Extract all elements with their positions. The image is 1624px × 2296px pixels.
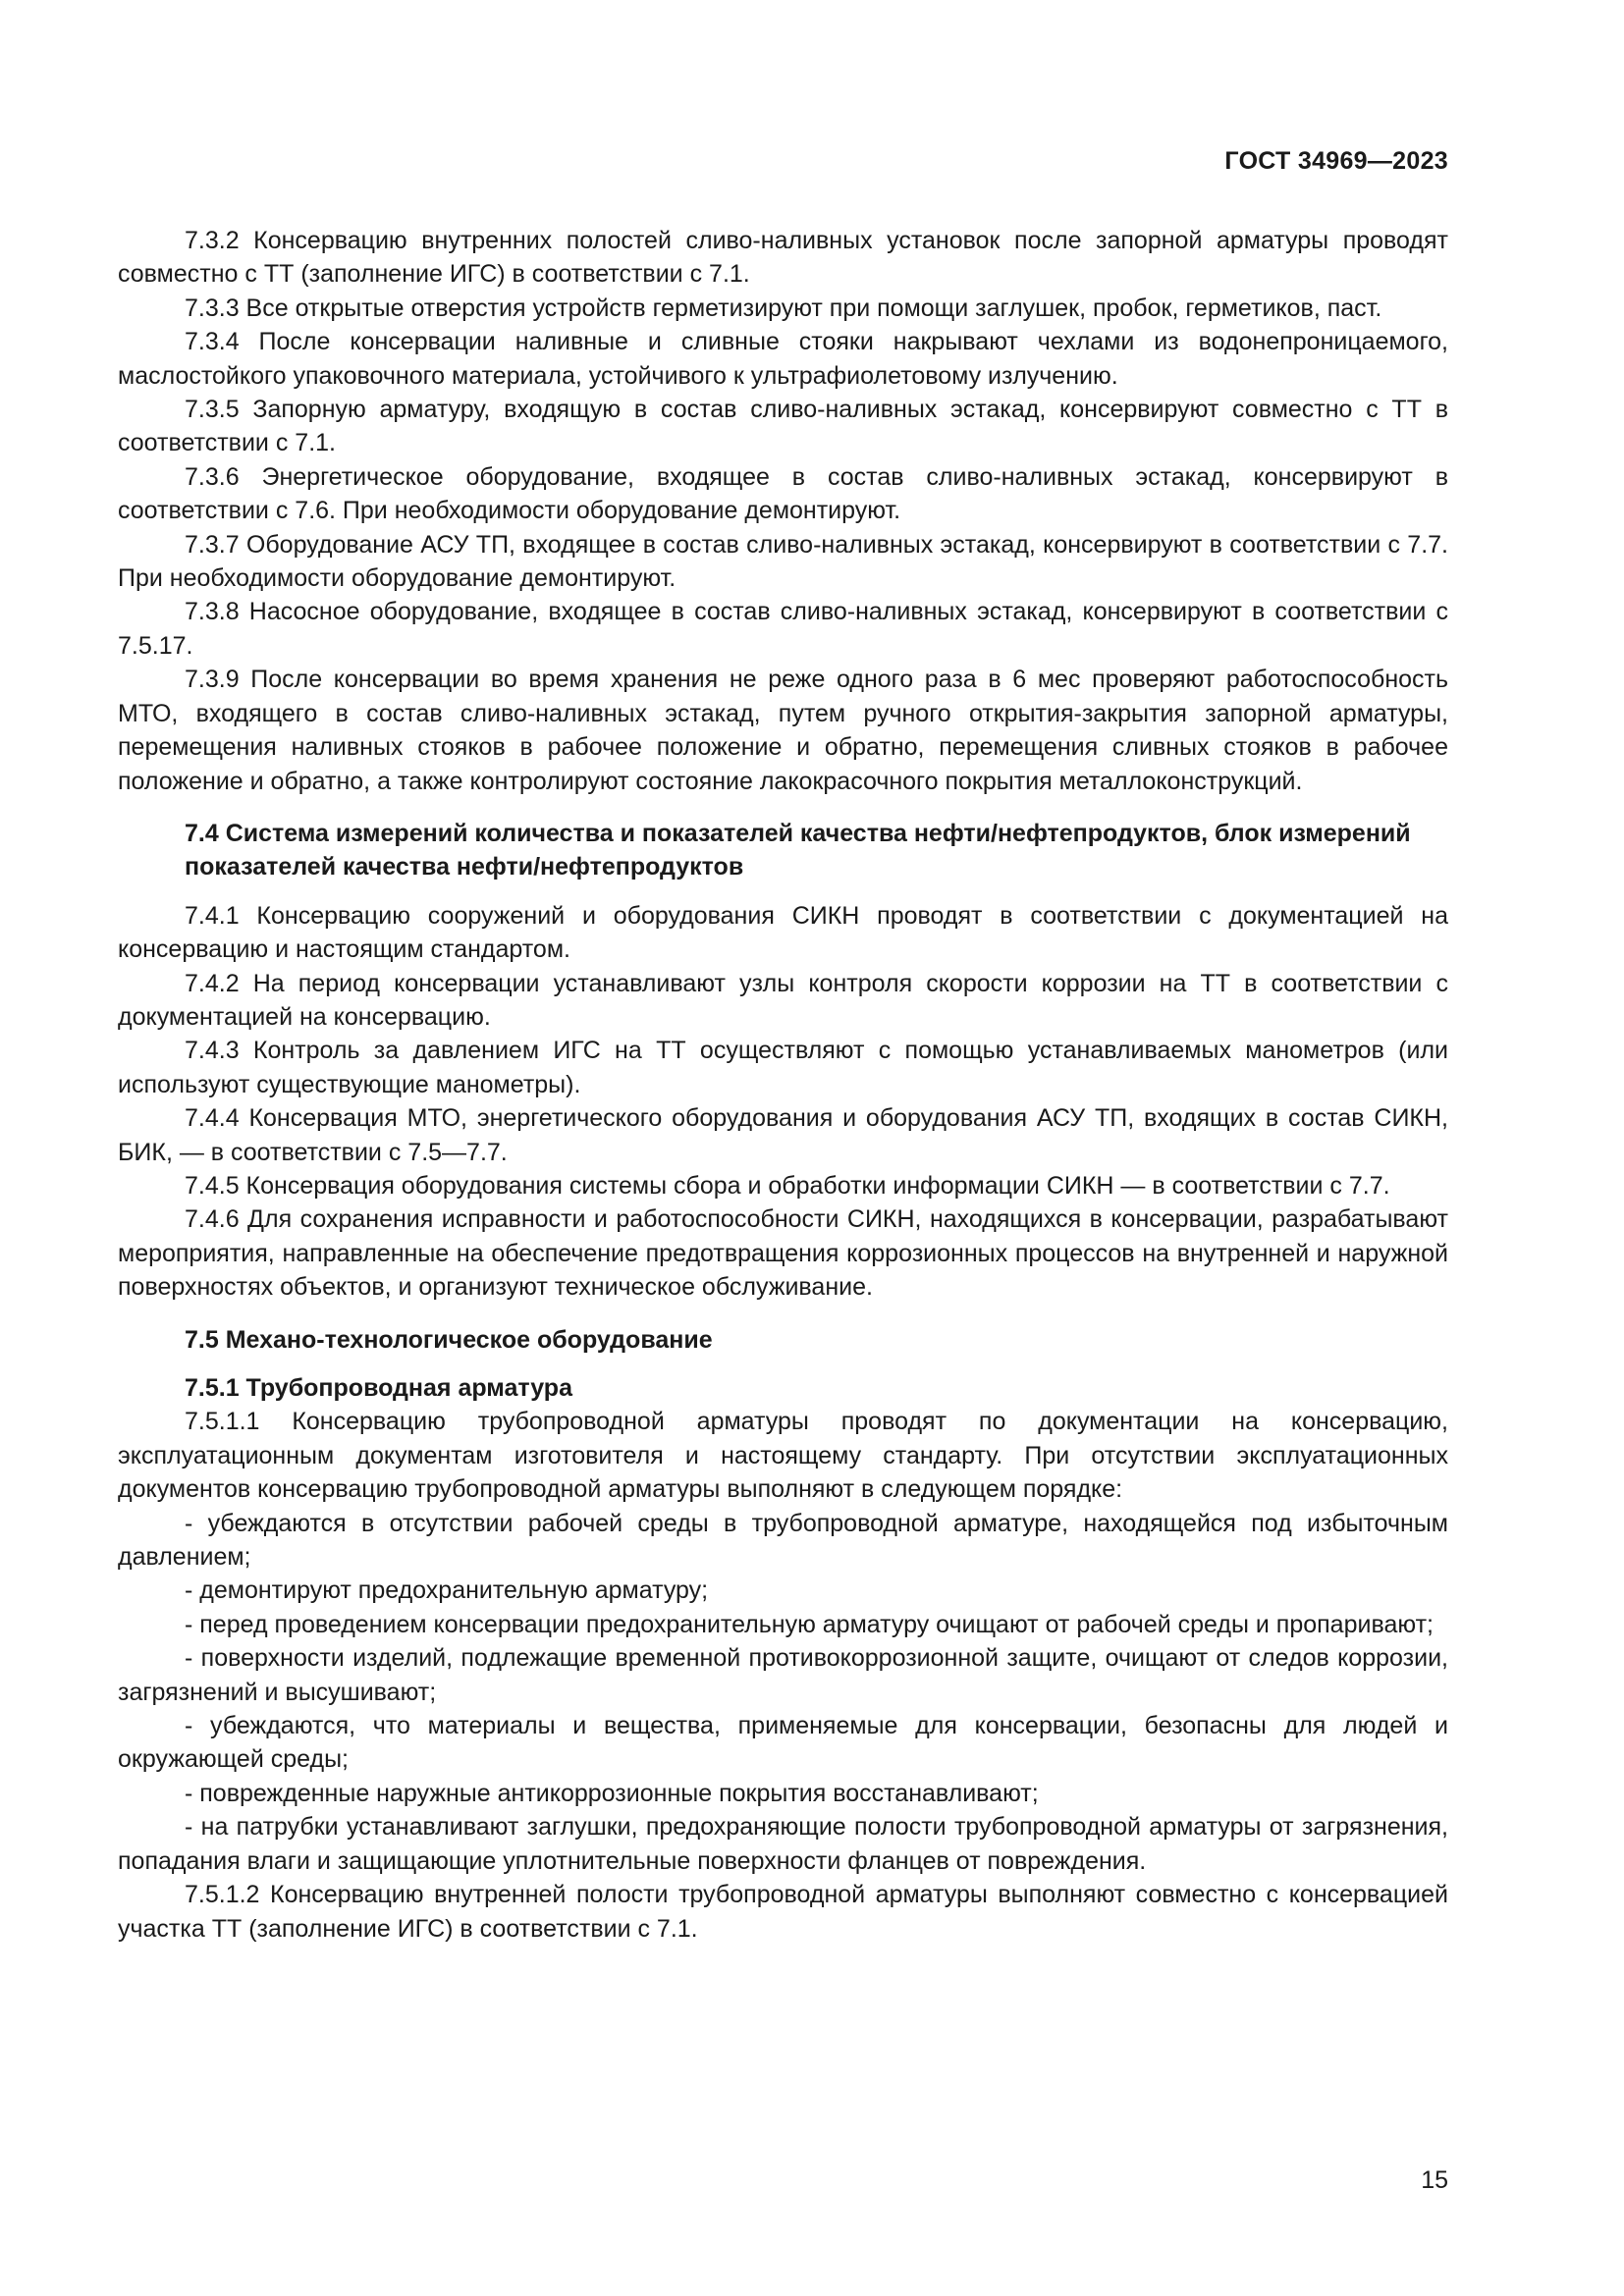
paragraph-7-4-4: 7.4.4 Консервация МТО, энергетического оборудования и оборудования АСУ ТП, входящих в состав СИКН, БИК, — в соответствии с 7.5—7.7. — [118, 1104, 1448, 1166]
paragraph-7-4-3: 7.4.3 Контроль за давлением ИГС на ТТ осуществляют с помощью устанавливаемых манометров (или используют существующие манометры). — [118, 1037, 1448, 1098]
paragraph-7-3-3: 7.3.3 Все открытые отверстия устройств герметизируют при помощи заглушек, пробок, герметиков, паст. — [185, 294, 1382, 322]
standard-header: ГОСТ 34969—2023 — [1224, 147, 1448, 175]
paragraph-7-4-5: 7.4.5 Консервация оборудования системы сбора и обработки информации СИКН — в соответствии с 7.7. — [185, 1171, 1390, 1200]
list-item: - убеждаются, что материалы и вещества, применяемые для консервации, безопасны для людей и окружающей среды; — [118, 1712, 1448, 1774]
paragraph-7-3-4: 7.3.4 После консервации наливные и сливные стояки накрывают чехлами из водонепроницаемого, маслостойкого упаковочного материала, устойчивого к ультрафиолетовому излучению. — [118, 328, 1448, 390]
list-item: - поврежденные наружные антикоррозионные покрытия восстанавливают; — [185, 1779, 1039, 1807]
document-page — [118, 0, 1448, 2296]
paragraph-7-3-7: 7.3.7 Оборудование АСУ ТП, входящее в состав сливо-наливных эстакад, консервируют в соответствии с 7.7. При необходимости оборудование демонтируют. — [118, 530, 1448, 593]
list-item: - демонтируют предохранительную арматуру; — [185, 1576, 709, 1605]
paragraph-7-3-8: 7.3.8 Насосное оборудование, входящее в состав сливо-наливных эстакад, консервируют в соответствии с 7.5.17. — [118, 598, 1448, 660]
paragraph-7-4-1: 7.4.1 Консервацию сооружений и оборудования СИКН проводят в соответствии с документацией на консервацию и настоящим стандартом. — [118, 901, 1448, 964]
list-item: - поверхности изделий, подлежащие временной противокоррозионной защите, очищают от следов коррозии, загрязнений и высушивают; — [118, 1644, 1448, 1706]
list-item: - убеждаются в отсутствии рабочей среды в трубопроводной арматуре, находящейся под избыточным давлением; — [118, 1509, 1448, 1572]
paragraph-7-5-1-1: 7.5.1.1 Консервацию трубопроводной арматуры проводят по документации на консервацию, эксплуатационным документам изготовителя и настоящему стандарту. При отсутствии эксплуатационных документов консервацию трубопроводной арматуры выполняют в следующем порядке: — [118, 1408, 1448, 1504]
paragraph-7-3-6: 7.3.6 Энергетическое оборудование, входящее в состав сливо-наливных эстакад, консервируют в соответствии с 7.6. При необходимости оборудование демонтируют. — [118, 462, 1448, 525]
list-item: - перед проведением консервации предохранительную арматуру очищают от рабочей среды и пропаривают; — [185, 1610, 1434, 1638]
page-number: 15 — [1421, 2166, 1448, 2194]
section-heading-7-4: 7.4 Система измерений количества и показателей качества нефти/нефтепродуктов, блок измерений показателей качества нефти/нефтепродуктов — [185, 819, 1411, 881]
paragraph-7-3-9: 7.3.9 После консервации во время хранения не реже одного раза в 6 мес проверяют работоспособность МТО, входящего в состав сливо-наливных эстакад, путем ручного открытия-закрытия запорной арматуры, перемещения наливных стояков в рабочее положение и обратно, перемещения сливных стояков в рабочее положение и обратно, а также контролируют состояние лакокрасочного покрытия металлоконструкций. — [118, 666, 1448, 795]
section-heading-7-5: 7.5 Механо-технологическое оборудование — [185, 1325, 713, 1354]
document-body — [118, 224, 1448, 1946]
subsection-heading-7-5-1: 7.5.1 Трубопроводная арматура — [185, 1374, 572, 1402]
list-item: - на патрубки устанавливают заглушки, предохраняющие полости трубопроводной арматуры от загрязнения, попадания влаги и защищающие уплотнительные поверхности фланцев от повреждения. — [118, 1813, 1448, 1875]
paragraph-7-5-1-2: 7.5.1.2 Консервацию внутренней полости трубопроводной арматуры выполняют совместно с консервацией участка ТТ (заполнение ИГС) в соответствии с 7.1. — [118, 1881, 1448, 1943]
paragraph-7-3-5: 7.3.5 Запорную арматуру, входящую в состав сливо-наливных эстакад, консервируют совместно с ТТ в соответствии с 7.1. — [118, 396, 1448, 457]
paragraph-7-3-2: 7.3.2 Консервацию внутренних полостей сливо-наливных установок после запорной арматуры проводят совместно с ТТ (заполнение ИГС) в соответствии с 7.1. — [118, 227, 1448, 289]
paragraph-7-4-6: 7.4.6 Для сохранения исправности и работоспособности СИКН, находящихся в консервации, разрабатывают мероприятия, направленные на обеспечение предотвращения коррозионных процессов на внутренней и наружной поверхностях объектов, и организуют техническое обслуживание. — [118, 1205, 1448, 1302]
paragraph-7-4-2: 7.4.2 На период консервации устанавливают узлы контроля скорости коррозии на ТТ в соответствии с документацией на консервацию. — [118, 969, 1448, 1031]
